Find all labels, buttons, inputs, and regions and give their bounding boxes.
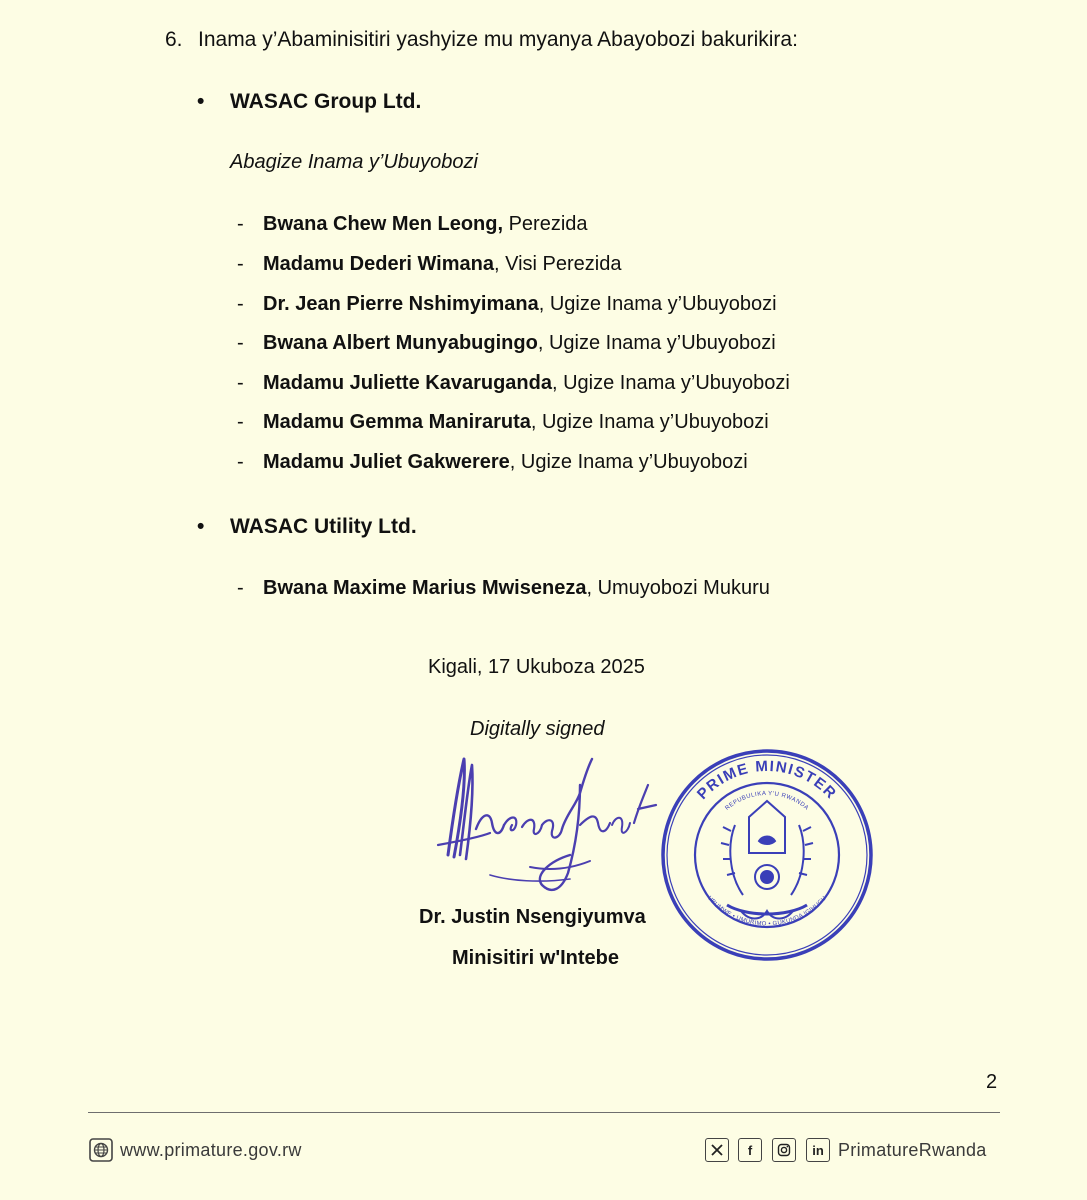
- member-role: , Ugize Inama y’Ubuyobozi: [537, 332, 776, 354]
- member-role: , Umuyobozi Mukuru: [586, 577, 770, 599]
- dash-marker: -: [237, 293, 244, 315]
- globe-icon: [89, 1138, 113, 1162]
- dash-marker: -: [237, 577, 244, 599]
- seal-top-text: PRIME MINISTER: [693, 757, 841, 803]
- member-role: , Ugize Inama y’Ubuyobozi: [538, 293, 777, 315]
- member-name: Dr. Jean Pierre Nshimyimana: [263, 293, 539, 315]
- facebook-icon[interactable]: [738, 1138, 762, 1162]
- seal-emblem-icon: [721, 801, 813, 919]
- list-item: [237, 252, 621, 276]
- list-item: [237, 331, 776, 355]
- dash-marker: -: [237, 253, 244, 275]
- instagram-icon[interactable]: [772, 1138, 796, 1162]
- bullet-1: •: [197, 90, 205, 113]
- x-glyph-icon: [710, 1143, 724, 1157]
- section-title-wasac-utility: WASAC Utility Ltd.: [230, 515, 417, 538]
- dash-marker: -: [237, 451, 244, 473]
- member-role: , Ugize Inama y’Ubuyobozi: [509, 451, 748, 473]
- social-handle[interactable]: PrimatureRwanda: [838, 1140, 987, 1160]
- dash-marker: -: [237, 213, 244, 235]
- linkedin-glyph: in: [812, 1142, 824, 1158]
- list-item: [237, 410, 769, 434]
- member-role: , Ugize Inama y’Ubuyobozi: [530, 411, 769, 433]
- digital-signature-note: Digitally signed: [470, 718, 605, 740]
- bullet-2: •: [197, 515, 205, 538]
- seal-bottom-text: UBUMWE • UMURIMO • GUKUNDA IGIHUGU: [706, 895, 828, 928]
- footer-divider: [88, 1112, 1000, 1113]
- dash-marker: -: [237, 332, 244, 354]
- list-item: [237, 212, 588, 236]
- member-name: Bwana Albert Munyabugingo: [263, 332, 538, 354]
- member-role: , Visi Perezida: [494, 253, 622, 275]
- instagram-glyph-icon: [777, 1143, 791, 1157]
- dash-marker: -: [237, 411, 244, 433]
- section-subtitle-board: Abagize Inama y’Ubuyobozi: [230, 151, 478, 173]
- signer-title: Minisitiri w'Intebe: [452, 947, 619, 969]
- list-item: [237, 450, 748, 474]
- section-title-wasac-group: WASAC Group Ltd.: [230, 90, 422, 113]
- signer-name: Dr. Justin Nsengiyumva: [419, 906, 646, 928]
- member-name: Madamu Gemma Maniraruta: [263, 411, 531, 433]
- seal-inner-text: REPUBULIKA Y'U RWANDA: [724, 790, 810, 812]
- x-icon[interactable]: [705, 1138, 729, 1162]
- member-name: Madamu Juliet Gakwerere: [263, 451, 510, 473]
- member-name: Madamu Juliette Kavaruganda: [263, 372, 552, 394]
- intro-number: 6.: [165, 28, 183, 51]
- member-name: Bwana Maxime Marius Mwiseneza: [263, 577, 587, 599]
- place-date: Kigali, 17 Ukuboza 2025: [428, 656, 645, 678]
- member-role: , Ugize Inama y’Ubuyobozi: [551, 372, 790, 394]
- list-item: [237, 371, 790, 395]
- intro-text: Inama y’Abaminisitiri yashyize mu myanya Abayobozi bakurikira:: [198, 28, 798, 51]
- linkedin-icon[interactable]: [806, 1138, 830, 1162]
- handwritten-signature: [430, 745, 670, 905]
- list-item: [237, 576, 770, 600]
- facebook-glyph: f: [747, 1142, 753, 1158]
- member-role: Perezida: [503, 213, 588, 235]
- website-link[interactable]: www.primature.gov.rw: [120, 1140, 302, 1160]
- member-name: Madamu Dederi Wimana: [263, 253, 494, 275]
- official-seal: [657, 745, 877, 965]
- list-item: [237, 292, 777, 316]
- member-name: Bwana Chew Men Leong,: [263, 213, 504, 235]
- page-number: 2: [986, 1071, 998, 1093]
- dash-marker: -: [237, 372, 244, 394]
